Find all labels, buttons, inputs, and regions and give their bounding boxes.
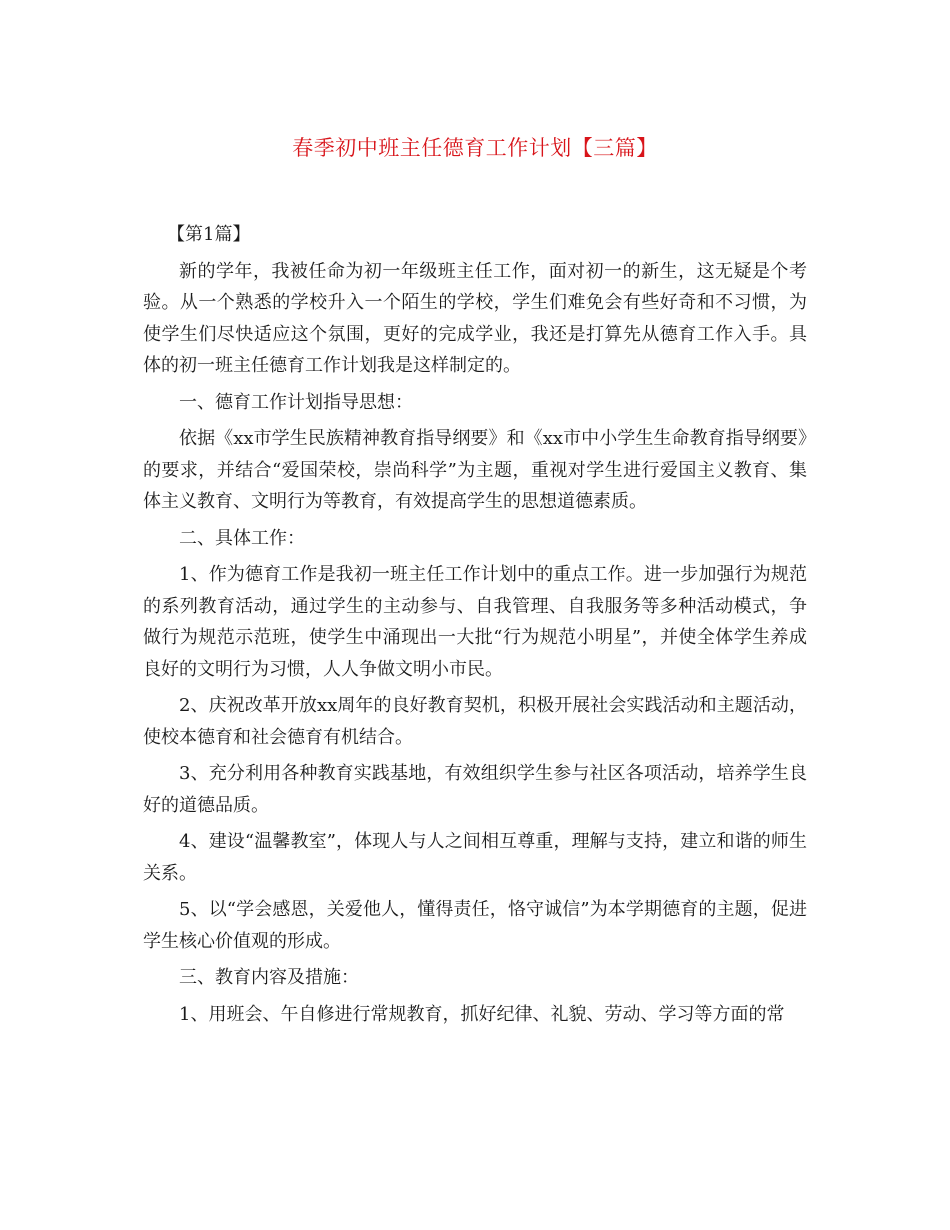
section-heading-guiding-ideology: 一、德育工作计划指导思想： — [179, 391, 413, 413]
guiding-ideology-paragraph: 依据《xx市学生民族精神教育指导纲要》和《xx市中小学生生命教育指导纲要》的要求，并结合“爱国荣校，崇尚科学”为主题，重视对学生进行爱国主义教育、集体主义教育、文明行为等教育，有效提高学生的思想道德素质。 — [143, 428, 807, 512]
document-title: 春季初中班主任德育工作计划【三篇】 — [292, 136, 658, 160]
intro-paragraph: 新的学年，我被任命为初一年级班主任工作，面对初一的新生，这无疑是个考验。从一个熟悉的学校升入一个陌生的学校，学生们难免会有些好奇和不习惯，为使学生们尽快适应这个氛围，更好的完成学业，我还是打算先从德育工作入手。具体的初一班主任德育工作计划我是这样制定的。 — [143, 260, 807, 376]
work-item-4: 4、建设“温馨教室”，体现人与人之间相互尊重，理解与支持，建立和谐的师生关系。 — [143, 831, 807, 884]
section-heading-specific-work: 二、具体工作： — [179, 527, 305, 549]
measure-item-1: 1、用班会、午自修进行常规教育，抓好纪律、礼貌、劳动、学习等方面的常 — [179, 1003, 785, 1025]
section-heading-part-1: 【第1篇】 — [167, 224, 251, 245]
work-item-2: 2、庆祝改革开放xx周年的良好教育契机，积极开展社会实践活动和主题活动，使校本德育和社会德育有机结合。 — [143, 695, 807, 748]
work-item-5: 5、以“学会感恩，关爱他人，懂得责任，恪守诚信”为本学期德育的主题，促进学生核心价值观的形成。 — [143, 899, 807, 952]
work-item-3: 3、充分利用各种教育实践基地，有效组织学生参与社区各项活动，培养学生良好的道德品质。 — [143, 763, 807, 816]
document-body — [143, 219, 807, 1035]
section-heading-content-measures: 三、教育内容及措施： — [179, 967, 359, 988]
work-item-1: 1、作为德育工作是我初一班主任工作计划中的重点工作。进一步加强行为规范的系列教育活动，通过学生的主动参与、自我管理、自我服务等多种活动模式，争做行为规范示范班，使学生中涌现出一大批“行为规范小明星”，并使全体学生养成良好的文明行为习惯，人人争做文明小市民。 — [143, 564, 807, 680]
